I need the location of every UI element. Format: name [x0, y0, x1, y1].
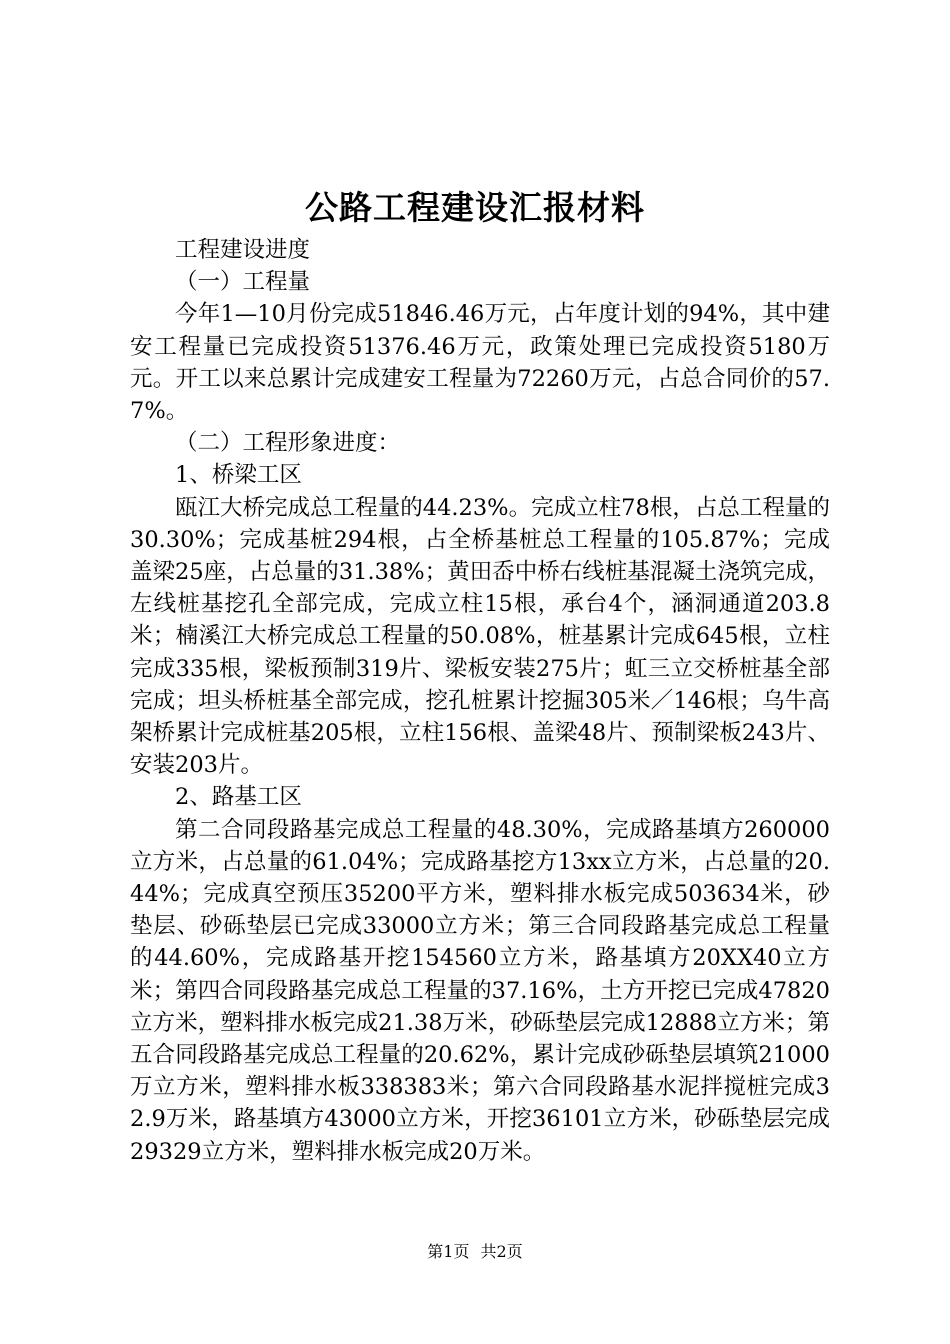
heading-bridge-zone: 1、桥梁工区 [175, 462, 302, 489]
paragraph-bridge-zone: 瓯江大桥完成总工程量的44.23%。完成立柱78根，占总工程量的30.30%；完成基桩294根，占全桥基桩总工程量的105.87%；完成盖梁25座，占总量的31.38%；黄田岙中桥右线桩基混凝土浇筑完成，左线桩基挖孔全部完成，完成立柱15根，承台4个，涵洞通道203.8米；楠溪江大桥完成总工程量的50.08%，桩基累计完成645根，立柱完成335根，梁板预制319片、梁板安装275片；虹三立交桥桩基全部完成；坦头桥桩基全部完成，挖孔桩累计挖掘305米／146根；乌牛高架桥累计完成桩基205根，立柱156根、盖梁48片、预制梁板243片、安装203片。 [130, 494, 830, 779]
section-heading-progress: 工程建设进度 [175, 237, 311, 263]
subsection-heading-quantity: （一）工程量 [175, 269, 311, 296]
paragraph-quantity: 今年1—10月份完成51846.46万元，占年度计划的94%，其中建安工程量已完成投资51376.46万元，政策处理已完成投资5180万元。开工以来总累计完成建安工程量为72260万元，占总合同价的57.7%。 [130, 301, 830, 425]
heading-roadbed-zone: 2、路基工区 [175, 784, 302, 811]
page-number: 第1页 [427, 1242, 470, 1261]
document-body [130, 234, 830, 1168]
page-footer [0, 1240, 950, 1264]
subsection-heading-image-progress: （二）工程形象进度： [175, 430, 401, 457]
page-total: 共2页 [480, 1242, 523, 1261]
paragraph-roadbed-zone: 第二合同段路基完成总工程量的48.30%，完成路基填方260000立方米，占总量的61.04%；完成路基挖方13xx立方米，占总量的20.44%；完成真空预压35200平方米，塑料排水板完成503634米，砂垫层、砂砾垫层已完成33000立方米；第三合同段路基完成总工程量的44.60%，完成路基开挖154560立方米，路基填方20XX40立方米；第四合同段路基完成总工程量的37.16%，土方开挖已完成47820立方米，塑料排水板完成21.38万米，砂砾垫层完成12888立方米；第五合同段路基完成总工程量的20.62%，累计完成砂砾垫层填筑21000万立方米，塑料排水板338383米；第六合同段路基水泥拌搅桩完成32.9万米，路基填方43000立方米，开挖36101立方米，砂砾垫层完成29329立方米，塑料排水板完成20万米。 [130, 816, 830, 1165]
document-title: 公路工程建设汇报材料 [305, 188, 645, 227]
